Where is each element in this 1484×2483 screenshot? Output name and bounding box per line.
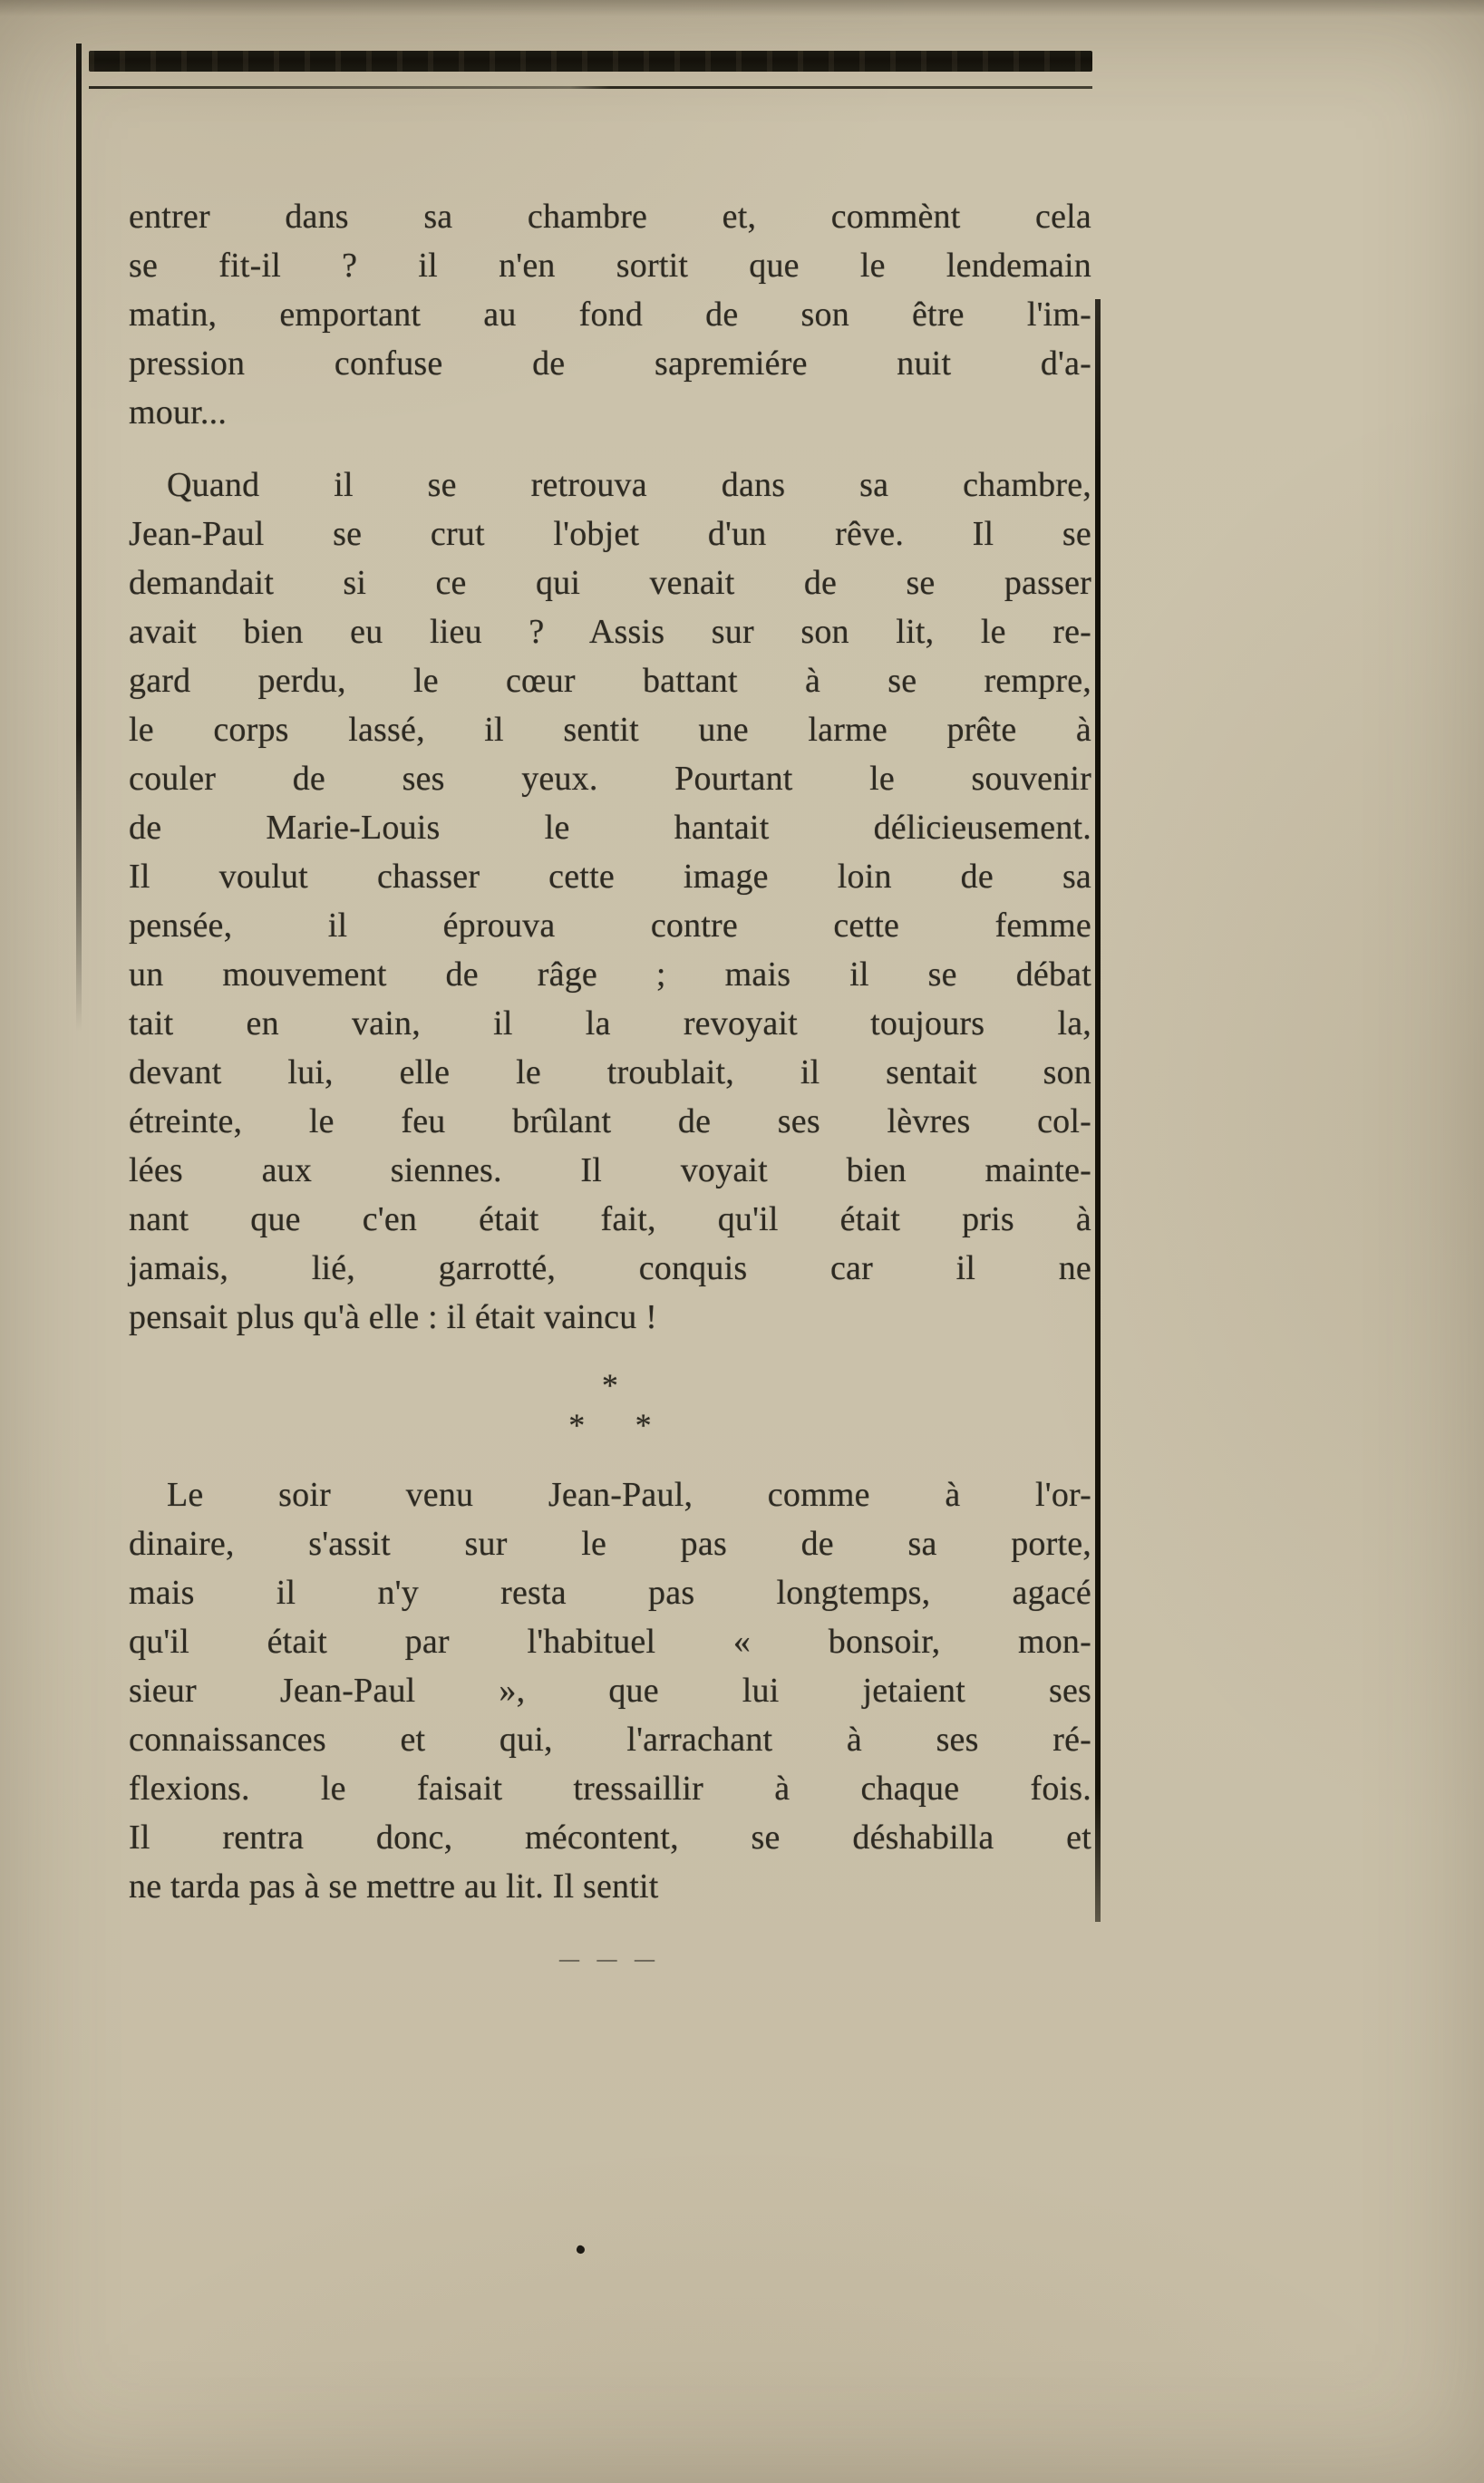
paragraph (129, 192, 1091, 437)
right-margin-rule (1095, 299, 1101, 1922)
text-line: demandait si ce qui venait de se passer (129, 564, 1091, 602)
text-line: le corps lassé, il sentit une larme prête à (129, 711, 1091, 749)
text-block (129, 192, 1091, 1983)
text-line: nant que c'en était fait, qu'il était pris à (129, 1200, 1091, 1238)
text-line: connaissances et qui, l'arrachant à ses ré- (129, 1721, 1091, 1759)
text-line: gard perdu, le cœur battant à se rempre, (129, 662, 1091, 700)
text-line: Quand il se retrouva dans sa chambre, (167, 466, 1091, 504)
paragraph (129, 461, 1091, 1342)
text-line: dinaire, s'assit sur le pas de sa porte, (129, 1525, 1091, 1563)
text-line: Il voulut chasser cette image loin de sa (129, 858, 1091, 896)
text-line: entrer dans sa chambre et, commènt cela (129, 198, 1091, 236)
text-line: pensée, il éprouva contre cette femme (129, 907, 1091, 945)
text-line: Jean-Paul se crut l'objet d'un rêve. Il se (129, 515, 1091, 553)
text-line: ne tarda pas à se mettre au lit. Il sentit (129, 1867, 659, 1906)
text-line: de Marie-Louis le hantait délicieusement. (129, 809, 1091, 847)
text-line: flexions. le faisait tressaillir à chaque fois. (129, 1770, 1091, 1808)
header-ink-bar (89, 51, 1092, 72)
end-dashes: — — — (559, 1947, 661, 1970)
text-line: matin, emportant au fond de son être l'im- (129, 296, 1091, 334)
text-line: devant lui, elle le troublait, il sentait son (129, 1053, 1091, 1091)
text-line: sieur Jean-Paul », que lui jetaient ses (129, 1672, 1091, 1710)
text-line: jamais, lié, garrotté, conquis car il ne (129, 1249, 1091, 1287)
text-line: étreinte, le feu brûlant de ses lèvres col- (129, 1102, 1091, 1140)
text-line: Il rentra donc, mécontent, se déshabilla et (129, 1819, 1091, 1857)
text-line: un mouvement de râge ; mais il se débat (129, 955, 1091, 994)
printers-dot-mark (576, 2245, 587, 2255)
asterisk-bottom-row: * * (568, 1407, 652, 1443)
page-edge-shadow (0, 0, 1484, 16)
header-thin-rule (89, 86, 1092, 89)
text-line: mais il n'y resta pas longtemps, agacé (129, 1574, 1091, 1612)
text-line: qu'il était par l'habituel « bonsoir, mon- (129, 1623, 1091, 1661)
text-line: tait en vain, il la revoyait toujours la, (129, 1004, 1091, 1043)
text-line: lées aux siennes. Il voyait bien mainte- (129, 1151, 1091, 1189)
text-line: se fit-il ? il n'en sortit que le lendemain (129, 247, 1091, 285)
paragraph (129, 1470, 1091, 1911)
text-line: pression confuse de sapremiére nuit d'a- (129, 344, 1091, 383)
text-line: avait bien eu lieu ? Assis sur son lit, le re- (129, 613, 1091, 651)
asterisk-top: * (601, 1367, 619, 1403)
asterisk-separator (129, 1365, 1091, 1445)
left-margin-rule (76, 44, 82, 1032)
text-line: mour... (129, 393, 228, 432)
text-line: couler de ses yeux. Pourtant le souvenir (129, 760, 1091, 798)
text-line: Le soir venu Jean-Paul, comme à l'or- (167, 1476, 1091, 1514)
text-line: pensait plus qu'à elle : il était vaincu ! (129, 1298, 657, 1336)
